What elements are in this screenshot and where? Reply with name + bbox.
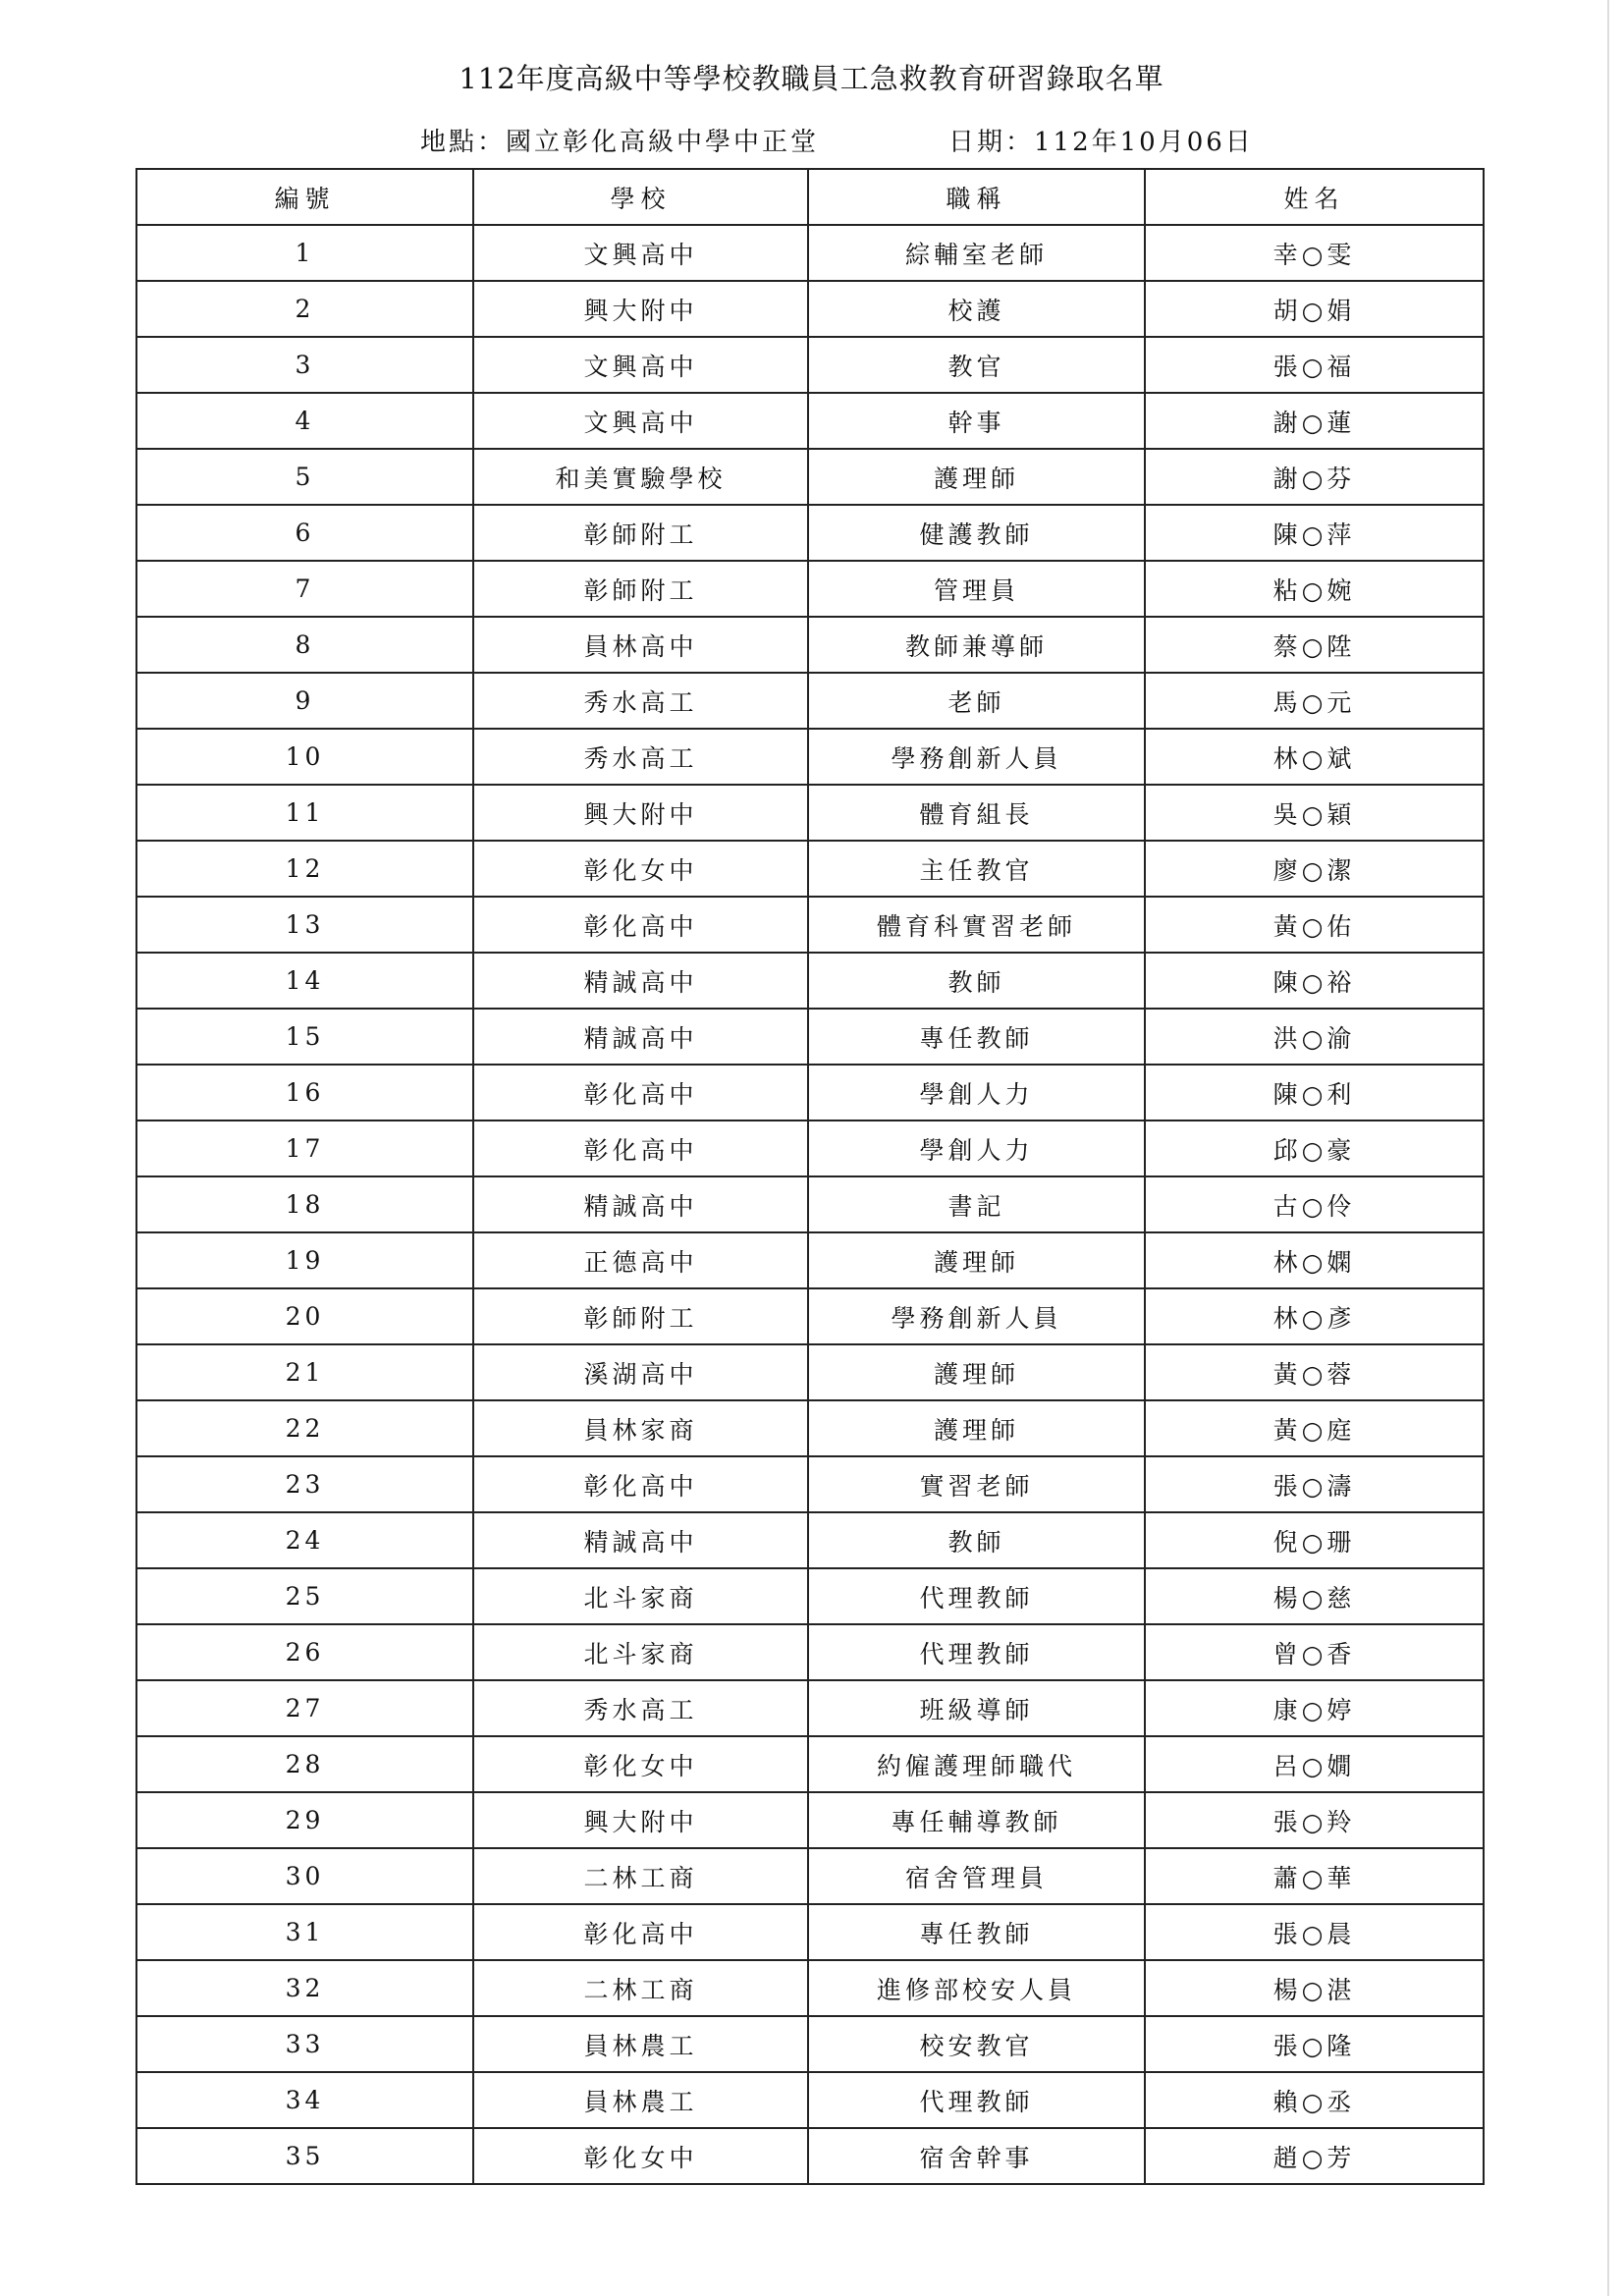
cell-school: 彰化高中 [473,1121,808,1176]
cell-title: 主任教官 [808,841,1145,897]
cell-school: 文興高中 [473,337,808,393]
table-row [136,1344,1484,1400]
cell-title: 綜輔室老師 [808,225,1145,281]
table-row [136,1176,1484,1232]
cell-school: 秀水高工 [473,673,808,729]
cell-school: 員林農工 [473,2072,808,2128]
cell-school: 彰化女中 [473,2128,808,2184]
table-body [136,225,1484,2184]
cell-number: 24 [136,1512,473,1568]
cell-title: 老師 [808,673,1145,729]
table-row [136,1960,1484,2016]
cell-school: 彰師附工 [473,1288,808,1344]
cell-number: 11 [136,785,473,841]
cell-title: 護理師 [808,1400,1145,1456]
table-row [136,505,1484,561]
cell-name: 張○羚 [1145,1792,1484,1848]
cell-school: 二林工商 [473,1960,808,2016]
table-row [136,1065,1484,1121]
cell-name: 古○伶 [1145,1176,1484,1232]
cell-number: 27 [136,1680,473,1736]
cell-school: 二林工商 [473,1848,808,1904]
cell-number: 6 [136,505,473,561]
cell-number: 18 [136,1176,473,1232]
cell-name: 張○晨 [1145,1904,1484,1960]
cell-number: 29 [136,1792,473,1848]
cell-title: 書記 [808,1176,1145,1232]
cell-title: 管理員 [808,561,1145,617]
cell-name: 洪○渝 [1145,1009,1484,1065]
cell-school: 秀水高工 [473,729,808,785]
cell-school: 秀水高工 [473,1680,808,1736]
table-row [136,449,1484,505]
cell-number: 26 [136,1624,473,1680]
cell-number: 22 [136,1400,473,1456]
cell-school: 興大附中 [473,281,808,337]
cell-number: 9 [136,673,473,729]
cell-name: 陳○利 [1145,1065,1484,1121]
cell-title: 護理師 [808,449,1145,505]
cell-name: 黃○庭 [1145,1400,1484,1456]
table-row [136,1680,1484,1736]
cell-title: 代理教師 [808,2072,1145,2128]
table-row [136,1400,1484,1456]
cell-name: 賴○丞 [1145,2072,1484,2128]
cell-name: 謝○芬 [1145,449,1484,505]
cell-school: 彰化高中 [473,1904,808,1960]
cell-name: 陳○萍 [1145,505,1484,561]
table-row [136,1904,1484,1960]
cell-school: 北斗家商 [473,1568,808,1624]
cell-name: 康○婷 [1145,1680,1484,1736]
cell-title: 宿舍幹事 [808,2128,1145,2184]
table-row [136,673,1484,729]
cell-number: 10 [136,729,473,785]
table-row [136,617,1484,673]
cell-title: 學創人力 [808,1065,1145,1121]
cell-school: 員林農工 [473,2016,808,2072]
table-header-row [136,169,1484,225]
date-text: 日期：112年10月06日 [948,128,1254,157]
cell-school: 精誠高中 [473,1009,808,1065]
page-edge [1607,0,1609,2296]
cell-name: 粘○婉 [1145,561,1484,617]
cell-number: 16 [136,1065,473,1121]
location-text: 地點：國立彰化高級中學中正堂 [420,128,820,157]
cell-school: 精誠高中 [473,1512,808,1568]
cell-school: 正德高中 [473,1232,808,1288]
cell-school: 彰化女中 [473,841,808,897]
header-title: 職稱 [808,169,1145,225]
cell-school: 彰化高中 [473,1065,808,1121]
cell-number: 28 [136,1736,473,1792]
document-title: 112年度高級中等學校教職員工急救教育研習錄取名單 [459,62,1164,95]
table-row [136,897,1484,953]
cell-school: 彰師附工 [473,561,808,617]
cell-number: 32 [136,1960,473,2016]
cell-name: 曾○香 [1145,1624,1484,1680]
table-row [136,1624,1484,1680]
cell-title: 體育組長 [808,785,1145,841]
admission-list-table [135,168,1485,2185]
header-number: 編號 [136,169,473,225]
table-row [136,1792,1484,1848]
cell-title: 約僱護理師職代 [808,1736,1145,1792]
table-row [136,729,1484,785]
cell-number: 17 [136,1121,473,1176]
cell-number: 15 [136,1009,473,1065]
cell-name: 張○濤 [1145,1456,1484,1512]
cell-school: 和美實驗學校 [473,449,808,505]
cell-number: 4 [136,393,473,449]
table-row [136,1288,1484,1344]
cell-name: 蔡○陞 [1145,617,1484,673]
cell-number: 7 [136,561,473,617]
cell-number: 14 [136,953,473,1009]
cell-title: 進修部校安人員 [808,1960,1145,2016]
cell-name: 呂○嫺 [1145,1736,1484,1792]
cell-name: 林○彥 [1145,1288,1484,1344]
cell-number: 25 [136,1568,473,1624]
cell-number: 1 [136,225,473,281]
cell-title: 護理師 [808,1344,1145,1400]
cell-school: 精誠高中 [473,953,808,1009]
cell-title: 宿舍管理員 [808,1848,1145,1904]
cell-title: 實習老師 [808,1456,1145,1512]
cell-name: 邱○豪 [1145,1121,1484,1176]
cell-title: 健護教師 [808,505,1145,561]
cell-title: 學創人力 [808,1121,1145,1176]
cell-name: 黃○佑 [1145,897,1484,953]
cell-school: 彰化高中 [473,897,808,953]
cell-school: 彰化高中 [473,1456,808,1512]
table-row [136,281,1484,337]
table-row [136,2016,1484,2072]
table-row [136,337,1484,393]
cell-number: 23 [136,1456,473,1512]
cell-school: 北斗家商 [473,1624,808,1680]
cell-title: 班級導師 [808,1680,1145,1736]
cell-number: 20 [136,1288,473,1344]
cell-name: 謝○蓮 [1145,393,1484,449]
table-row [136,1736,1484,1792]
table-row [136,393,1484,449]
cell-number: 12 [136,841,473,897]
cell-name: 黃○蓉 [1145,1344,1484,1400]
table-row [136,841,1484,897]
cell-school: 溪湖高中 [473,1344,808,1400]
cell-school: 文興高中 [473,225,808,281]
cell-name: 張○福 [1145,337,1484,393]
table-row [136,1009,1484,1065]
table-row [136,785,1484,841]
cell-number: 8 [136,617,473,673]
cell-title: 教官 [808,337,1145,393]
cell-school: 彰師附工 [473,505,808,561]
table-row [136,225,1484,281]
table-row [136,1568,1484,1624]
header-name: 姓名 [1145,169,1484,225]
cell-number: 19 [136,1232,473,1288]
cell-title: 學務創新人員 [808,1288,1145,1344]
cell-school: 興大附中 [473,785,808,841]
cell-title: 校護 [808,281,1145,337]
cell-name: 陳○裕 [1145,953,1484,1009]
cell-name: 幸○雯 [1145,225,1484,281]
cell-title: 代理教師 [808,1624,1145,1680]
cell-number: 21 [136,1344,473,1400]
cell-name: 楊○湛 [1145,1960,1484,2016]
cell-title: 幹事 [808,393,1145,449]
cell-name: 胡○娟 [1145,281,1484,337]
cell-school: 文興高中 [473,393,808,449]
cell-name: 林○嫻 [1145,1232,1484,1288]
table-row [136,953,1484,1009]
cell-name: 廖○潔 [1145,841,1484,897]
cell-title: 教師兼導師 [808,617,1145,673]
cell-number: 34 [136,2072,473,2128]
cell-school: 精誠高中 [473,1176,808,1232]
cell-number: 5 [136,449,473,505]
cell-title: 教師 [808,953,1145,1009]
cell-number: 13 [136,897,473,953]
cell-title: 校安教官 [808,2016,1145,2072]
table-row [136,1121,1484,1176]
cell-name: 楊○慈 [1145,1568,1484,1624]
cell-name: 蕭○華 [1145,1848,1484,1904]
cell-title: 體育科實習老師 [808,897,1145,953]
cell-title: 學務創新人員 [808,729,1145,785]
header-school: 學校 [473,169,808,225]
cell-title: 代理教師 [808,1568,1145,1624]
cell-name: 馬○元 [1145,673,1484,729]
cell-number: 31 [136,1904,473,1960]
table-row [136,1848,1484,1904]
table-row [136,561,1484,617]
cell-number: 3 [136,337,473,393]
cell-number: 33 [136,2016,473,2072]
cell-title: 專任輔導教師 [808,1792,1145,1848]
table-row [136,1232,1484,1288]
cell-number: 30 [136,1848,473,1904]
cell-title: 專任教師 [808,1904,1145,1960]
table-row [136,2128,1484,2184]
cell-name: 張○隆 [1145,2016,1484,2072]
cell-name: 趙○芳 [1145,2128,1484,2184]
cell-number: 35 [136,2128,473,2184]
table-row [136,1456,1484,1512]
table-row [136,1512,1484,1568]
cell-title: 專任教師 [808,1009,1145,1065]
cell-school: 員林高中 [473,617,808,673]
cell-school: 彰化女中 [473,1736,808,1792]
cell-name: 林○斌 [1145,729,1484,785]
cell-title: 護理師 [808,1232,1145,1288]
cell-name: 吳○穎 [1145,785,1484,841]
cell-title: 教師 [808,1512,1145,1568]
cell-school: 興大附中 [473,1792,808,1848]
cell-name: 倪○珊 [1145,1512,1484,1568]
cell-school: 員林家商 [473,1400,808,1456]
cell-number: 2 [136,281,473,337]
table-row [136,2072,1484,2128]
